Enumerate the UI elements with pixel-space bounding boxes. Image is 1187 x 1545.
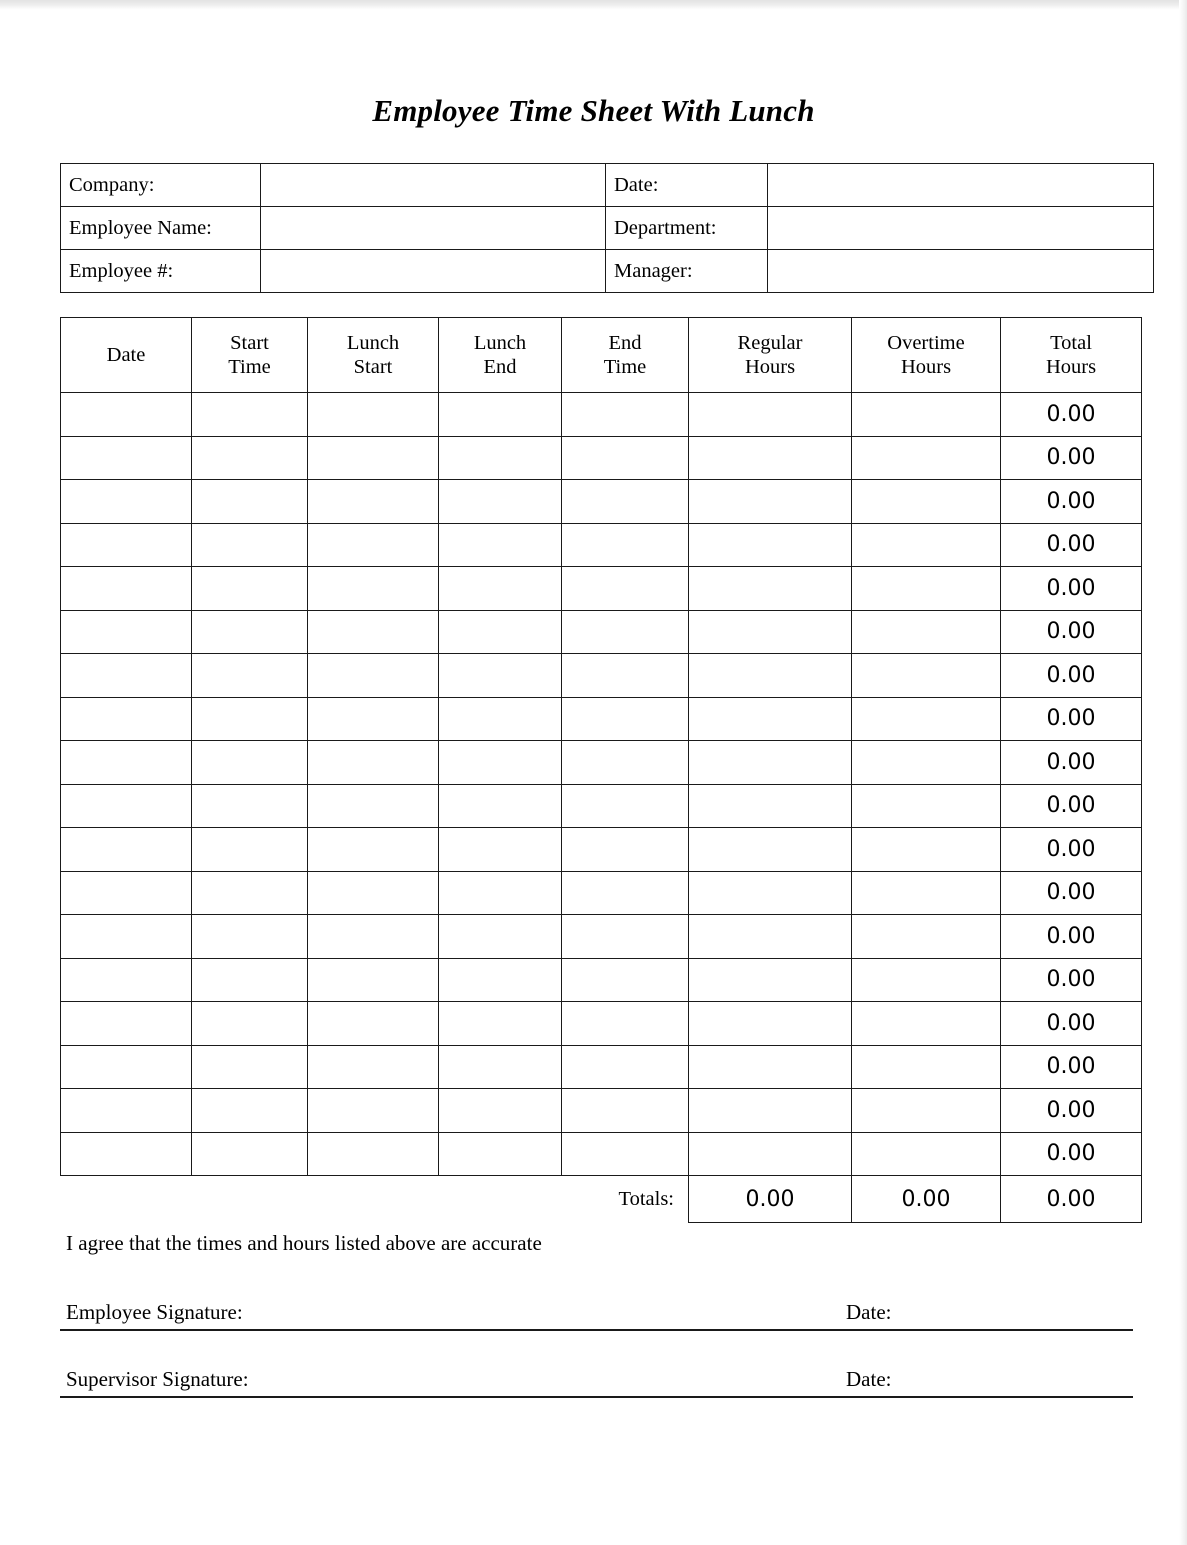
cell-overtime-hours[interactable] (852, 393, 1001, 437)
cell-lunch-start[interactable] (308, 915, 439, 959)
cell-date[interactable] (61, 567, 192, 611)
cell-start-time[interactable] (192, 958, 308, 1002)
cell-date[interactable] (61, 1002, 192, 1046)
header-line-2: Start (353, 356, 393, 378)
header-line-2: Time (228, 356, 271, 378)
cell-date[interactable] (61, 1132, 192, 1176)
agreement-statement: I agree that the times and hours listed above are accurate (66, 1231, 542, 1255)
cell-end-time[interactable] (562, 828, 689, 872)
cell-end-time[interactable] (562, 697, 689, 741)
cell-start-time[interactable] (192, 436, 308, 480)
header-line-1: End (608, 331, 642, 354)
cell-total-hours: 0.00 (1001, 393, 1142, 437)
table-row (61, 436, 1142, 480)
date-label: Date: (606, 164, 768, 207)
cell-lunch-start[interactable] (308, 393, 439, 437)
cell-total-hours: 0.00 (1001, 480, 1142, 524)
cell-total-hours: 0.00 (1001, 523, 1142, 567)
cell-overtime-hours[interactable] (852, 958, 1001, 1002)
cell-start-time[interactable] (192, 915, 308, 959)
cell-date[interactable] (61, 915, 192, 959)
header-line-1: Total (1050, 331, 1092, 354)
cell-date[interactable] (61, 523, 192, 567)
cell-overtime-hours[interactable] (852, 480, 1001, 524)
employee-info-body (61, 164, 1154, 293)
cell-date[interactable] (61, 1089, 192, 1133)
cell-regular-hours[interactable] (689, 523, 852, 567)
table-row (61, 1002, 1142, 1046)
cell-overtime-hours[interactable] (852, 1045, 1001, 1089)
cell-end-time[interactable] (562, 610, 689, 654)
employee-name-label: Employee Name: (61, 207, 261, 250)
cell-end-time[interactable] (562, 1045, 689, 1089)
cell-regular-hours[interactable] (689, 915, 852, 959)
column-header-overtime-hours (852, 318, 1001, 393)
cell-end-time[interactable] (562, 393, 689, 437)
table-row (61, 523, 1142, 567)
cell-total-hours: 0.00 (1001, 958, 1142, 1002)
cell-start-time[interactable] (192, 697, 308, 741)
cell-lunch-end[interactable] (439, 784, 562, 828)
cell-overtime-hours[interactable] (852, 784, 1001, 828)
header-line-1: Lunch (346, 331, 400, 354)
cell-start-time[interactable] (192, 567, 308, 611)
employee-signature-block (60, 1291, 1133, 1331)
cell-start-time[interactable] (192, 393, 308, 437)
supervisor-signature-date-label: Date: (846, 1367, 892, 1391)
cell-date[interactable] (61, 958, 192, 1002)
cell-lunch-start[interactable] (308, 741, 439, 785)
cell-start-time[interactable] (192, 741, 308, 785)
cell-end-time[interactable] (562, 523, 689, 567)
cell-regular-hours[interactable] (689, 1002, 852, 1046)
employee-signature-label: Employee Signature: (66, 1300, 243, 1324)
employee-info-table (60, 163, 1154, 293)
cell-total-hours: 0.00 (1001, 697, 1142, 741)
table-row (61, 654, 1142, 698)
cell-total-hours: 0.00 (1001, 1132, 1142, 1176)
cell-end-time[interactable] (562, 1132, 689, 1176)
cell-overtime-hours[interactable] (852, 915, 1001, 959)
header-line-1: Lunch (473, 331, 527, 354)
header-line-2: Hours (900, 356, 952, 378)
cell-regular-hours[interactable] (689, 697, 852, 741)
totals-label: Totals: (618, 1187, 674, 1210)
time-entry-body (61, 393, 1142, 1176)
column-header-end-time (562, 318, 689, 393)
supervisor-signature-label: Supervisor Signature: (66, 1367, 249, 1391)
cell-end-time[interactable] (562, 1089, 689, 1133)
cell-regular-hours[interactable] (689, 1045, 852, 1089)
table-row (61, 567, 1142, 611)
company-label: Company: (61, 164, 261, 207)
cell-lunch-start[interactable] (308, 958, 439, 1002)
cell-regular-hours[interactable] (689, 480, 852, 524)
cell-total-hours: 0.00 (1001, 567, 1142, 611)
employee-number-field[interactable] (261, 250, 606, 293)
table-row (61, 958, 1142, 1002)
cell-end-time[interactable] (562, 436, 689, 480)
cell-lunch-start[interactable] (308, 1089, 439, 1133)
time-entry-header (61, 318, 1142, 393)
cell-end-time[interactable] (562, 915, 689, 959)
cell-total-hours: 0.00 (1001, 784, 1142, 828)
cell-overtime-hours[interactable] (852, 1132, 1001, 1176)
totals-blank-date (61, 1176, 192, 1223)
cell-date[interactable] (61, 1045, 192, 1089)
table-row (61, 1132, 1142, 1176)
cell-lunch-end[interactable] (439, 610, 562, 654)
cell-end-time[interactable] (562, 958, 689, 1002)
column-header-start-time (192, 318, 308, 393)
cell-end-time[interactable] (562, 784, 689, 828)
cell-overtime-hours[interactable] (852, 567, 1001, 611)
cell-date[interactable] (61, 784, 192, 828)
cell-date[interactable] (61, 480, 192, 524)
totals-regular-hours: 0.00 (689, 1176, 852, 1223)
table-row (61, 915, 1142, 959)
cell-regular-hours[interactable] (689, 1089, 852, 1133)
employee-signature-line[interactable] (60, 1291, 1133, 1331)
table-row (61, 871, 1142, 915)
cell-lunch-end[interactable] (439, 393, 562, 437)
page-title: Employee Time Sheet With Lunch (372, 93, 815, 128)
totals-total-hours: 0.00 (1001, 1176, 1142, 1223)
cell-lunch-end[interactable] (439, 741, 562, 785)
totals-blank-lunch-start (308, 1176, 439, 1223)
cell-overtime-hours[interactable] (852, 697, 1001, 741)
column-header-lunch-start (308, 318, 439, 393)
cell-start-time[interactable] (192, 480, 308, 524)
header-line-2: Hours (744, 356, 796, 378)
cell-total-hours: 0.00 (1001, 871, 1142, 915)
cell-overtime-hours[interactable] (852, 828, 1001, 872)
cell-lunch-start[interactable] (308, 871, 439, 915)
totals-row (61, 1176, 1142, 1223)
header-line-2: Hours (1045, 356, 1097, 378)
cell-lunch-start[interactable] (308, 436, 439, 480)
cell-total-hours: 0.00 (1001, 915, 1142, 959)
cell-regular-hours[interactable] (689, 567, 852, 611)
cell-end-time[interactable] (562, 480, 689, 524)
column-header-regular-hours (689, 318, 852, 393)
cell-start-time[interactable] (192, 784, 308, 828)
cell-overtime-hours[interactable] (852, 654, 1001, 698)
cell-lunch-end[interactable] (439, 523, 562, 567)
cell-lunch-end[interactable] (439, 654, 562, 698)
cell-date[interactable] (61, 871, 192, 915)
cell-lunch-start[interactable] (308, 784, 439, 828)
cell-date[interactable] (61, 436, 192, 480)
cell-lunch-start[interactable] (308, 1002, 439, 1046)
cell-lunch-end[interactable] (439, 436, 562, 480)
cell-total-hours: 0.00 (1001, 828, 1142, 872)
employee-signature-date-label: Date: (846, 1300, 892, 1324)
cell-lunch-end[interactable] (439, 1132, 562, 1176)
table-row (61, 784, 1142, 828)
cell-lunch-start[interactable] (308, 1132, 439, 1176)
cell-regular-hours[interactable] (689, 1132, 852, 1176)
cell-regular-hours[interactable] (689, 654, 852, 698)
cell-regular-hours[interactable] (689, 871, 852, 915)
cell-regular-hours[interactable] (689, 958, 852, 1002)
cell-lunch-start[interactable] (308, 828, 439, 872)
cell-overtime-hours[interactable] (852, 1002, 1001, 1046)
cell-total-hours: 0.00 (1001, 1045, 1142, 1089)
table-row (61, 1045, 1142, 1089)
cell-start-time[interactable] (192, 523, 308, 567)
cell-start-time[interactable] (192, 610, 308, 654)
cell-date[interactable] (61, 741, 192, 785)
info-row-company (61, 164, 1154, 207)
cell-start-time[interactable] (192, 1002, 308, 1046)
table-row (61, 1089, 1142, 1133)
time-entry-table (60, 317, 1142, 1223)
cell-total-hours: 0.00 (1001, 436, 1142, 480)
cell-start-time[interactable] (192, 871, 308, 915)
cell-lunch-end[interactable] (439, 828, 562, 872)
cell-total-hours: 0.00 (1001, 741, 1142, 785)
cell-date[interactable] (61, 828, 192, 872)
cell-regular-hours[interactable] (689, 828, 852, 872)
cell-start-time[interactable] (192, 1045, 308, 1089)
cell-total-hours: 0.00 (1001, 610, 1142, 654)
cell-overtime-hours[interactable] (852, 523, 1001, 567)
table-row (61, 610, 1142, 654)
cell-end-time[interactable] (562, 567, 689, 611)
cell-lunch-start[interactable] (308, 523, 439, 567)
cell-regular-hours[interactable] (689, 393, 852, 437)
cell-overtime-hours[interactable] (852, 1089, 1001, 1133)
company-field[interactable] (261, 164, 606, 207)
table-row (61, 828, 1142, 872)
info-row-employee-name (61, 207, 1154, 250)
info-row-employee-number (61, 250, 1154, 293)
cell-end-time[interactable] (562, 871, 689, 915)
cell-regular-hours[interactable] (689, 610, 852, 654)
totals-overtime-hours: 0.00 (852, 1176, 1001, 1223)
cell-lunch-end[interactable] (439, 480, 562, 524)
cell-start-time[interactable] (192, 654, 308, 698)
table-row (61, 480, 1142, 524)
cell-total-hours: 0.00 (1001, 1002, 1142, 1046)
header-line-1: Overtime (887, 331, 965, 354)
cell-lunch-start[interactable] (308, 1045, 439, 1089)
cell-regular-hours[interactable] (689, 784, 852, 828)
totals-blank-lunch-end (439, 1176, 562, 1223)
cell-end-time[interactable] (562, 741, 689, 785)
column-header-lunch-end (439, 318, 562, 393)
department-field[interactable] (768, 207, 1154, 250)
supervisor-signature-block (60, 1358, 1133, 1398)
cell-overtime-hours[interactable] (852, 610, 1001, 654)
header-line-1: Date (106, 343, 146, 366)
cell-overtime-hours[interactable] (852, 436, 1001, 480)
time-entry-footer (61, 1176, 1142, 1223)
table-row (61, 741, 1142, 785)
header-line-2: Time (603, 356, 647, 378)
cell-start-time[interactable] (192, 1132, 308, 1176)
cell-lunch-end[interactable] (439, 871, 562, 915)
cell-date[interactable] (61, 610, 192, 654)
employee-name-field[interactable] (261, 207, 606, 250)
cell-total-hours: 0.00 (1001, 1089, 1142, 1133)
cell-lunch-start[interactable] (308, 567, 439, 611)
cell-lunch-start[interactable] (308, 697, 439, 741)
cell-regular-hours[interactable] (689, 741, 852, 785)
department-label: Department: (606, 207, 768, 250)
table-row (61, 393, 1142, 437)
column-header-date (61, 318, 192, 393)
header-line-1: Regular (737, 331, 803, 354)
cell-overtime-hours[interactable] (852, 741, 1001, 785)
cell-lunch-start[interactable] (308, 610, 439, 654)
cell-end-time[interactable] (562, 654, 689, 698)
manager-field[interactable] (768, 250, 1154, 293)
manager-label: Manager: (606, 250, 768, 293)
cell-lunch-end[interactable] (439, 1045, 562, 1089)
supervisor-signature-line[interactable] (60, 1358, 1133, 1398)
cell-lunch-start[interactable] (308, 654, 439, 698)
cell-date[interactable] (61, 393, 192, 437)
cell-start-time[interactable] (192, 828, 308, 872)
cell-lunch-end[interactable] (439, 697, 562, 741)
cell-date[interactable] (61, 697, 192, 741)
cell-total-hours: 0.00 (1001, 654, 1142, 698)
date-field[interactable] (768, 164, 1154, 207)
cell-end-time[interactable] (562, 1002, 689, 1046)
cell-date[interactable] (61, 654, 192, 698)
cell-start-time[interactable] (192, 1089, 308, 1133)
column-header-total-hours (1001, 318, 1142, 393)
cell-regular-hours[interactable] (689, 436, 852, 480)
employee-number-label: Employee #: (61, 250, 261, 293)
cell-overtime-hours[interactable] (852, 871, 1001, 915)
header-line-1: Start (230, 331, 269, 354)
cell-lunch-end[interactable] (439, 1002, 562, 1046)
cell-lunch-end[interactable] (439, 915, 562, 959)
totals-blank-start-time (192, 1176, 308, 1223)
cell-lunch-end[interactable] (439, 958, 562, 1002)
cell-lunch-start[interactable] (308, 480, 439, 524)
table-row (61, 697, 1142, 741)
cell-lunch-end[interactable] (439, 1089, 562, 1133)
header-line-2: End (483, 356, 517, 378)
header-row (61, 318, 1142, 393)
cell-lunch-end[interactable] (439, 567, 562, 611)
